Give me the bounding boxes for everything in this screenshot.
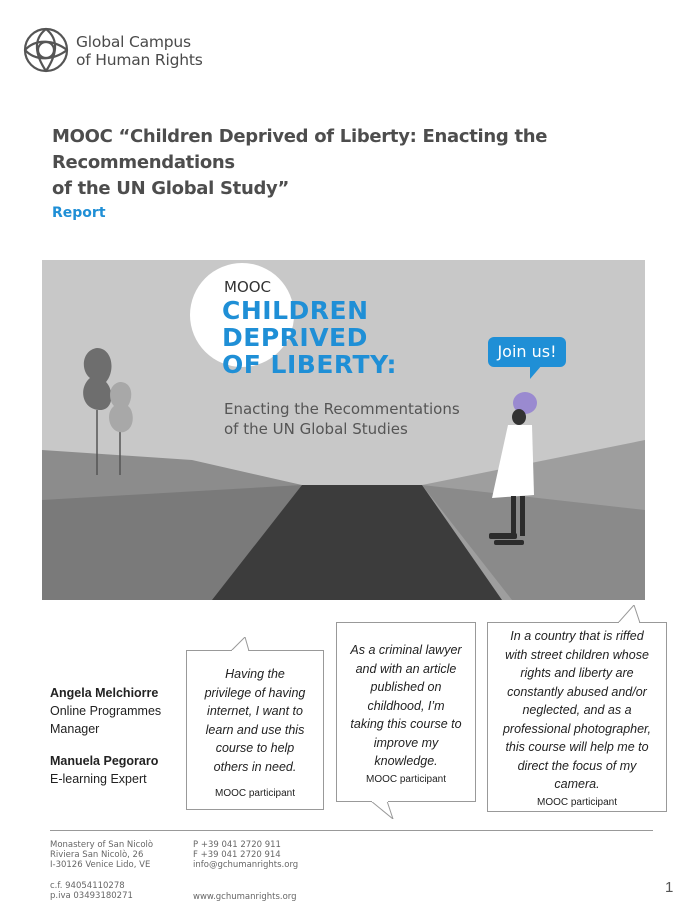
footer-address-line: I-30126 Venice Lido, VE bbox=[50, 860, 151, 870]
tree-light bbox=[109, 382, 133, 432]
document-title-line1: MOOC “Children Deprived of Liberty: Enacting the Recommendations bbox=[52, 126, 548, 173]
banner-subtitle-line2: of the UN Global Studies bbox=[224, 420, 408, 438]
quote-line: this course will help me to bbox=[505, 740, 649, 754]
banner-mooc-label: MOOC bbox=[224, 278, 272, 296]
quote-attribution: MOOC participant bbox=[536, 797, 618, 808]
quote-attribution: MOOC participant bbox=[214, 788, 296, 799]
footer-fax: F +39 041 2720 914 bbox=[193, 850, 281, 860]
quote-line: others in need. bbox=[213, 759, 297, 774]
footer-address-line: Riviera San Nicolò, 26 bbox=[50, 850, 144, 860]
author-name: Angela Melchiorre bbox=[50, 686, 159, 700]
join-us-speech-bubble: Join us! bbox=[488, 337, 566, 367]
author-name: Manuela Pegoraro bbox=[50, 754, 159, 768]
org-name bbox=[76, 33, 203, 69]
quote-bubble-1 bbox=[186, 650, 324, 810]
quote-line: and with an article bbox=[355, 661, 457, 676]
banner-title-line3: OF LIBERTY: bbox=[222, 350, 398, 379]
quote-line: knowledge. bbox=[374, 754, 438, 768]
author-manuela bbox=[50, 752, 158, 788]
quote-line: neglected, and as a bbox=[522, 703, 632, 717]
footer-contacts bbox=[193, 840, 298, 870]
banner-title-line1: CHILDREN bbox=[222, 296, 369, 325]
quote-line: direct the focus of my bbox=[517, 758, 637, 773]
quote-line: childhood, I’m bbox=[367, 698, 445, 713]
global-campus-logo-icon bbox=[22, 26, 70, 74]
banner-subtitle-line1: Enacting the Recommentations bbox=[224, 400, 460, 418]
footer-fiscal-code: c.f. 94054110278 bbox=[50, 881, 125, 891]
page-number: 1 bbox=[665, 879, 674, 896]
quote-line: internet, I want to bbox=[207, 704, 303, 718]
footer-divider bbox=[50, 830, 653, 831]
quote-line: improve my bbox=[373, 735, 439, 750]
quote-line: camera. bbox=[554, 777, 600, 791]
quote-line: professional photographer, bbox=[502, 721, 652, 736]
banner-subtitle bbox=[224, 399, 460, 439]
quote-line: taking this course to bbox=[350, 717, 462, 731]
quote-bubble-3 bbox=[487, 622, 667, 812]
bubble-tail bbox=[618, 605, 642, 623]
quote-line: with street children whose bbox=[505, 647, 649, 662]
banner-title bbox=[222, 297, 397, 378]
footer-vat-number: p.iva 03493180271 bbox=[50, 891, 133, 901]
mooc-banner-image bbox=[42, 260, 645, 600]
quote-line: learn and use this bbox=[205, 722, 305, 737]
author-angela bbox=[50, 684, 161, 738]
bubble-tail bbox=[231, 637, 251, 651]
document-title bbox=[52, 124, 652, 202]
footer-address-line: Monastery of San Nicolò bbox=[50, 840, 154, 850]
author-role-line2: Manager bbox=[50, 722, 100, 736]
bubble-tail bbox=[371, 801, 395, 819]
quote-line: course to help bbox=[215, 741, 295, 755]
document-title-line2: of the UN Global Study” bbox=[52, 178, 290, 199]
quote-line: As a criminal lawyer bbox=[350, 643, 462, 657]
quote-line: privilege of having bbox=[204, 685, 306, 700]
author-role-line1: Online Programmes bbox=[50, 704, 162, 718]
tree-dark bbox=[83, 348, 111, 410]
footer-website: www.gchumanrights.org bbox=[193, 892, 297, 902]
quote-line: Having the bbox=[225, 667, 285, 681]
quote-attribution: MOOC participant bbox=[365, 774, 447, 785]
quote-line: In a country that is riffed bbox=[510, 629, 644, 643]
join-us-bubble-tail bbox=[530, 365, 542, 379]
footer-fiscal bbox=[50, 881, 133, 901]
footer-phone: P +39 041 2720 911 bbox=[193, 840, 281, 850]
org-name-line1: Global Campus bbox=[76, 33, 191, 51]
quote-line: rights and liberty are bbox=[520, 666, 634, 680]
author-role-line1: E-learning Expert bbox=[50, 772, 147, 786]
banner-title-line2: DEPRIVED bbox=[222, 323, 368, 352]
quote-bubble-2 bbox=[336, 622, 476, 802]
quote-line: published on bbox=[370, 680, 442, 694]
org-name-line2: of Human Rights bbox=[76, 51, 203, 69]
document-subtitle: Report bbox=[52, 205, 106, 221]
quote-line: constantly abused and/or bbox=[507, 684, 647, 699]
footer-address bbox=[50, 840, 153, 870]
footer-email: info@gchumanrights.org bbox=[193, 860, 299, 870]
child-dress bbox=[492, 425, 534, 498]
